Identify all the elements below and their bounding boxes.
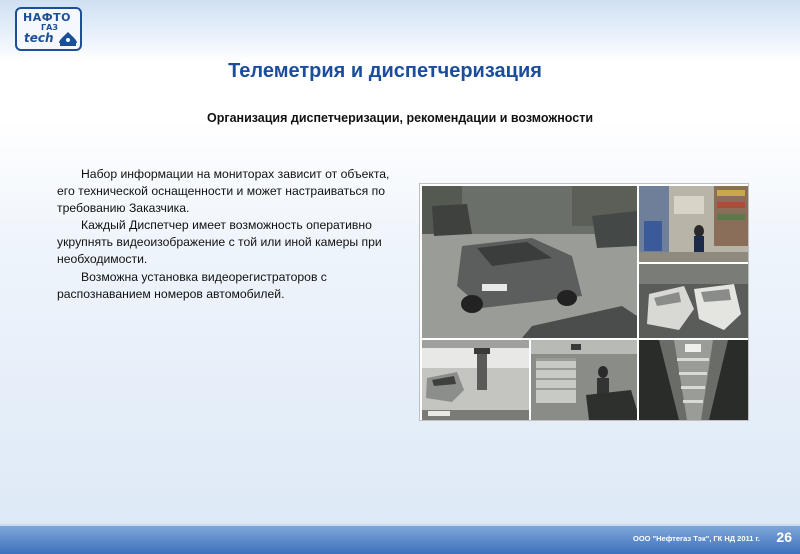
paragraph: Набор информации на мониторах зависит от объекта, его технической оснащенности и может настраиваться по требованию Заказчика. bbox=[57, 167, 390, 216]
footer-copyright: ООО "Нефтегаз Тэк", ГК НД 2011 г. bbox=[632, 534, 760, 543]
logo-text-nafto: НАФТО bbox=[23, 11, 71, 24]
page-title: Телеметрия и диспетчеризация bbox=[228, 60, 542, 82]
logo-text-tech: tech bbox=[24, 31, 54, 45]
surveillance-collage bbox=[419, 183, 749, 421]
car-wash-camera-image bbox=[639, 340, 748, 420]
garage-gate-camera-image bbox=[531, 340, 637, 420]
garage-cars-camera-image bbox=[639, 264, 748, 338]
paragraph: Каждый Диспетчер имеет возможность оперативно укрупнять видеоизображение с той или иной камеры при необходимости. bbox=[57, 218, 382, 267]
paragraph: Возможна установка видеорегистраторов с распознаванием номеров автомобилей. bbox=[57, 269, 327, 301]
oil-drop-icon bbox=[57, 31, 79, 47]
store-interior-camera-image bbox=[639, 186, 748, 262]
page-number: 26 bbox=[776, 529, 792, 545]
page-subtitle: Организация диспетчеризации, рекомендации и возможности bbox=[207, 111, 593, 125]
header-band bbox=[0, 0, 800, 62]
parking-lot-camera-image bbox=[422, 186, 637, 338]
logo-text-gaz: ГАЗ bbox=[41, 23, 58, 32]
body-text bbox=[57, 166, 397, 303]
company-logo bbox=[15, 7, 82, 51]
gas-station-camera-image bbox=[422, 340, 529, 420]
